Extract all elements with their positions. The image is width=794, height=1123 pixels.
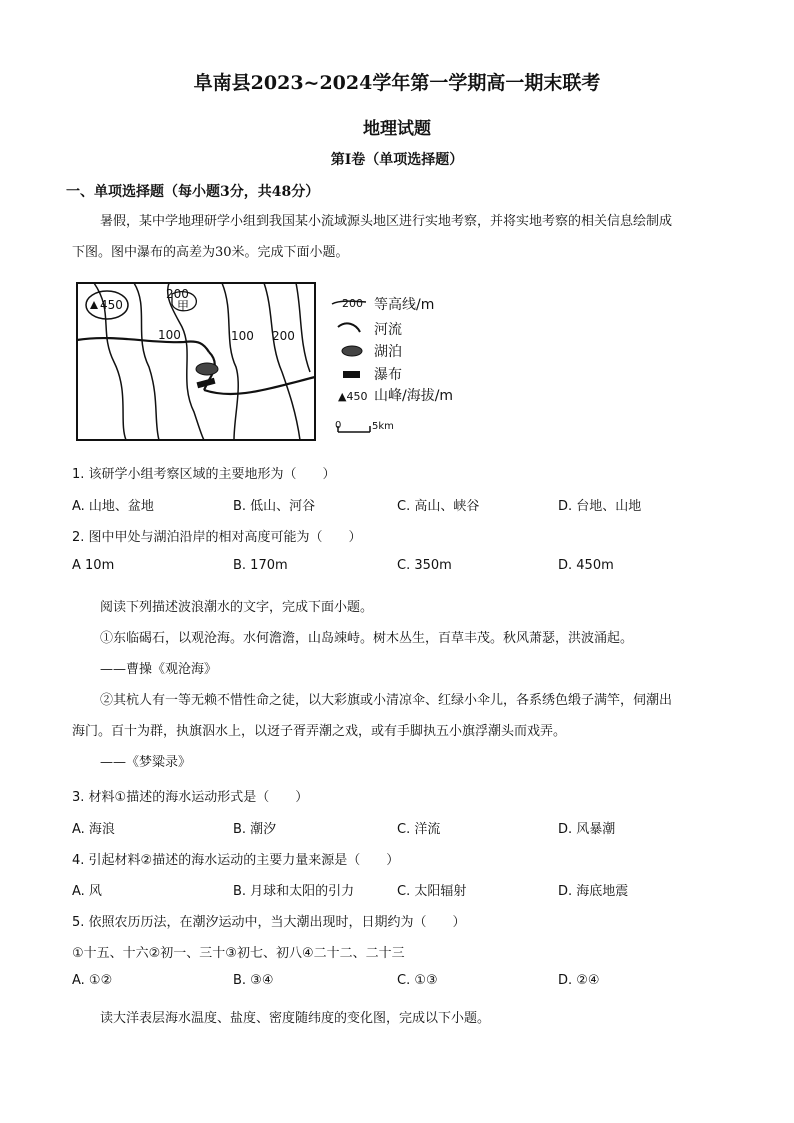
q1-option-b[interactable]: B. 低山、河谷 xyxy=(233,499,316,514)
legend-contour-sample: 200 xyxy=(342,297,363,310)
question-5-choices-list: ①十五、十六②初一、三十③初七、初八④二十二、二十三 xyxy=(72,946,405,961)
reading-p2-source: ——《梦粱录》 xyxy=(100,755,192,770)
legend-peak-sample: ▲450 xyxy=(338,390,368,403)
volume-title: 第Ⅰ卷（单项选择题） xyxy=(330,152,464,168)
q5-option-b[interactable]: B. ③④ xyxy=(233,973,274,988)
legend-lake-label: 湖泊 xyxy=(374,344,402,360)
lake-icon xyxy=(342,346,362,356)
exam-title: 阜南县2023~2024学年第一学期高一期末联考 xyxy=(193,72,601,94)
q2-option-a[interactable]: A 10m xyxy=(72,558,115,573)
legend-waterfall-label: 瀑布 xyxy=(374,367,402,383)
q2-option-b[interactable]: B. 170m xyxy=(233,558,288,573)
lake-icon xyxy=(196,363,218,375)
legend-peak-label: 山峰/海拔/m xyxy=(374,388,454,404)
legend-contour-label: 等高线/m xyxy=(374,297,435,313)
q2-option-c[interactable]: C. 350m xyxy=(397,558,452,573)
q3-option-a[interactable]: A. 海浪 xyxy=(72,822,115,837)
q4-option-b[interactable]: B. 月球和太阳的引力 xyxy=(233,884,355,899)
q2-option-d[interactable]: D. 450m xyxy=(558,558,614,573)
question-3-stem: 3. 材料①描述的海水运动形式是（ ） xyxy=(72,790,309,805)
label-200-right: 200 xyxy=(272,329,295,343)
reading-p1-source: ——曹操《观沧海》 xyxy=(100,662,218,677)
q5-option-a[interactable]: A. ①② xyxy=(72,973,113,988)
q4-option-d[interactable]: D. 海底地震 xyxy=(558,884,629,899)
label-450: 450 xyxy=(100,298,123,312)
question-1-stem: 1. 该研学小组考察区域的主要地形为（ ） xyxy=(72,467,336,482)
intro-line-1: 暑假，某中学地理研学小组到我国某小流域源头地区进行实地考察，并将实地考察的相关信息绘制成 xyxy=(100,214,673,229)
q4-option-a[interactable]: A. 风 xyxy=(72,884,102,899)
q5-option-d[interactable]: D. ②④ xyxy=(558,973,600,988)
q3-option-c[interactable]: C. 洋流 xyxy=(397,822,441,837)
q5-option-c[interactable]: C. ①③ xyxy=(397,973,438,988)
section-heading: 一、单项选择题（每小题3分，共48分） xyxy=(66,184,320,200)
label-100-right: 100 xyxy=(231,329,254,343)
reading-p2-line2: 海门。百十为群，执旗泅水上，以迓子胥弄潮之戏，或有手脚执五小旗浮潮头而戏弄。 xyxy=(72,724,567,739)
reading-intro: 阅读下列描述波浪潮水的文字，完成下面小题。 xyxy=(100,600,374,615)
waterfall-icon xyxy=(343,371,360,378)
q1-option-a[interactable]: A. 山地、盆地 xyxy=(72,499,154,514)
question-2-stem: 2. 图中甲处与湖泊沿岸的相对高度可能为（ ） xyxy=(72,530,362,545)
label-jia: 甲 xyxy=(177,299,190,313)
q1-option-d[interactable]: D. 台地、山地 xyxy=(558,499,642,514)
scale-distance: 5km xyxy=(372,421,394,432)
q3-option-b[interactable]: B. 潮汐 xyxy=(233,822,277,837)
contour-map-figure xyxy=(74,272,494,442)
legend-river-label: 河流 xyxy=(374,322,402,338)
reading-p1: ①东临碣石，以观沧海。水何澹澹，山岛竦峙。树木丛生，百草丰茂。秋风萧瑟，洪波涌起。 xyxy=(100,631,634,646)
intro-line-2: 下图。图中瀑布的高差为30米。完成下面小题。 xyxy=(72,245,349,260)
closing-instruction: 读大洋表层海水温度、盐度、密度随纬度的变化图，完成以下小题。 xyxy=(100,1011,491,1026)
question-4-stem: 4. 引起材料②描述的海水运动的主要力量来源是（ ） xyxy=(72,853,400,868)
q1-option-c[interactable]: C. 高山、峡谷 xyxy=(397,499,480,514)
q4-option-c[interactable]: C. 太阳辐射 xyxy=(397,884,467,899)
reading-p2-line1: ②其杭人有一等无赖不惜性命之徒，以大彩旗或小清凉伞、红绿小伞儿，各系绣色缎子满竿，伺潮出 xyxy=(100,693,673,708)
scale-zero: 0 xyxy=(335,420,342,431)
subject-title: 地理试题 xyxy=(363,119,431,139)
river-icon xyxy=(338,323,360,332)
question-5-stem: 5. 依照农历历法，在潮汐运动中，当大潮出现时，日期约为（ ） xyxy=(72,915,466,930)
q3-option-d[interactable]: D. 风暴潮 xyxy=(558,822,616,837)
label-100-left: 100 xyxy=(158,328,181,342)
label-200-top: 200 xyxy=(166,287,189,301)
contour-map-svg xyxy=(74,272,494,442)
